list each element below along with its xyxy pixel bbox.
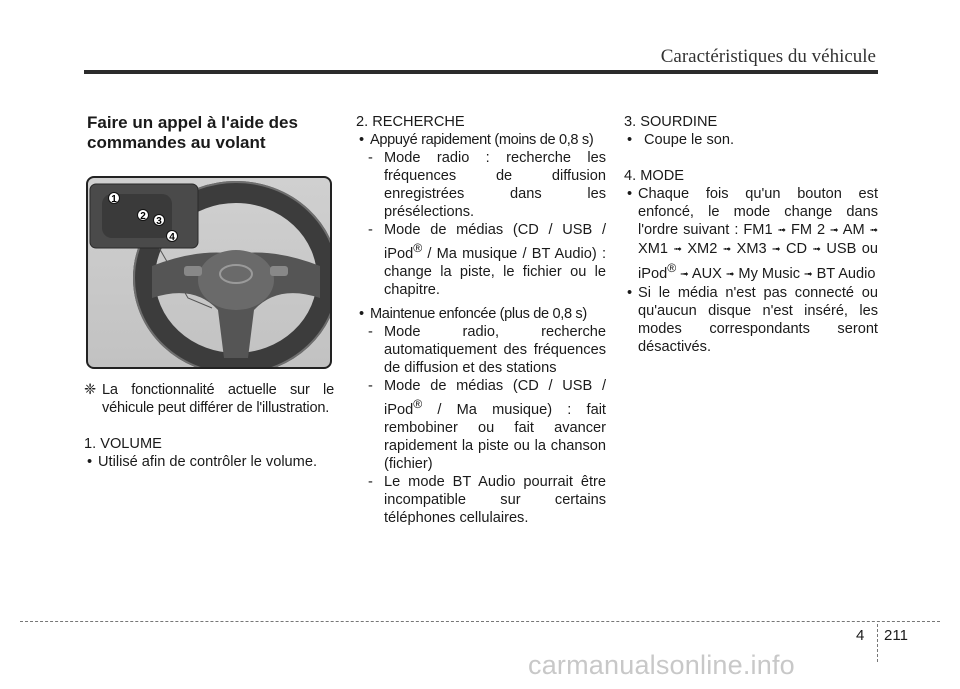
- seek-heading: 2. RECHERCHE: [356, 114, 465, 130]
- steering-wheel-drawing: [88, 178, 330, 367]
- dash: -: [368, 323, 373, 340]
- short-press-media-text-b: / Ma musique / BT Audio) : change la piste, le fichier ou le chapitre.: [384, 245, 606, 298]
- bt-audio-note: [356, 473, 606, 527]
- chapter-number: 4: [856, 627, 865, 644]
- mode-heading: 4. MODE: [624, 168, 685, 184]
- mode-am: AM: [842, 222, 865, 238]
- mode-aux: AUX: [691, 265, 722, 282]
- page-number: 211: [884, 627, 908, 644]
- mode-bullet: [624, 185, 878, 284]
- illustration-note: [84, 381, 334, 417]
- bt-audio-note-text: Le mode BT Audio pourrait être incompatible sur certains téléphones cellulaires.: [384, 473, 606, 526]
- registered-mark: ®: [667, 261, 677, 275]
- footer-rule: [20, 621, 940, 622]
- long-press-media: [356, 377, 606, 473]
- mode-fm2: FM 2: [790, 222, 826, 238]
- arrow-icon: ➟: [673, 244, 682, 255]
- long-press-bullet: • Maintenue enfoncée (plus de 0,8 s): [356, 305, 606, 323]
- mute-text: Coupe le son.: [644, 132, 735, 148]
- svg-text:4: 4: [169, 232, 175, 243]
- dash: -: [368, 473, 373, 490]
- arrow-icon: ➟: [804, 268, 813, 280]
- arrow-icon: ➟: [772, 244, 781, 255]
- long-press-media-text-a: Mode de médias (CD / USB / iPod: [384, 377, 606, 418]
- mode-xm1: XM1: [638, 241, 669, 257]
- mode-my-music: My Music: [738, 265, 801, 282]
- long-press-media-text-b: / Ma musique) : fait rembobiner ou fait avancer rapidement la piste ou la chanson (fichier): [384, 401, 606, 472]
- mode-fm1: FM1: [743, 222, 773, 238]
- steering-wheel-illustration: [86, 176, 332, 369]
- dash: -: [368, 377, 373, 394]
- section-title: [87, 113, 334, 153]
- section-title-line1: Faire un appel à l'aide des: [87, 113, 298, 132]
- note-symbol-icon: ❈: [84, 382, 97, 398]
- short-press-media: [356, 221, 606, 299]
- long-press-radio: [356, 323, 606, 377]
- arrow-icon: ➟: [722, 244, 732, 255]
- mode-bt-audio: BT Audio: [816, 265, 876, 282]
- short-press-media-text-a: Mode de médias (CD / USB / iPod: [384, 222, 606, 262]
- arrow-icon: ➟: [812, 244, 821, 255]
- section-title-line2: commandes au volant: [87, 133, 266, 152]
- left-column: [84, 113, 334, 471]
- arrow-icon: ➟: [869, 225, 878, 236]
- mute-bullet: [624, 131, 878, 149]
- long-press-radio-text: Mode radio, recherche automatiquement des fréquences de diffusion et des stations: [384, 323, 606, 376]
- dash: -: [368, 150, 373, 166]
- short-press-bullet: • Appuyé rapidement (moins de 0,8 s): [356, 131, 606, 149]
- mode-xm3: XM3: [736, 241, 767, 257]
- mode-ipod: ou iPod: [638, 241, 879, 282]
- watermark: carmanualsonline.info: [528, 650, 795, 680]
- arrow-icon: ➟: [777, 225, 786, 236]
- page-number-divider: [877, 624, 878, 662]
- running-header: Caractéristiques du véhicule: [660, 46, 876, 67]
- note-text: La fonctionnalité actuelle sur le véhicule peut différer de l'illustration.: [102, 382, 334, 416]
- short-press-radio-text: Mode radio : recherche les fréquences de diffusion enregistrées dans les présélections.: [384, 150, 606, 220]
- media-bullet: • Si le média n'est pas connecté ou qu'aucun disque n'est inséré, les modes correspondants seront désactivés.: [624, 284, 878, 356]
- mode-text: Chaque fois qu'un bouton est enfoncé, le mode change dans l'ordre suivant :: [638, 186, 878, 238]
- svg-text:2: 2: [140, 211, 146, 222]
- mode-usb: USB: [826, 241, 857, 257]
- right-column: [624, 113, 878, 356]
- mute-heading: 3. SOURDINE: [624, 114, 718, 130]
- svg-text:1: 1: [111, 194, 117, 205]
- registered-mark: ®: [413, 396, 423, 411]
- arrow-icon: ➟: [830, 225, 839, 236]
- arrow-icon: ➟: [725, 268, 735, 280]
- header-rule: [84, 70, 878, 74]
- short-press-radio: [356, 149, 606, 221]
- mode-xm2: XM2: [687, 241, 718, 257]
- middle-column: [356, 113, 606, 527]
- volume-bullet: • Utilisé afin de contrôler le volume.: [84, 453, 334, 471]
- volume-heading: 1. VOLUME: [84, 436, 162, 452]
- dash: -: [368, 222, 373, 238]
- registered-mark: ®: [413, 241, 423, 255]
- mode-cd: CD: [785, 241, 808, 257]
- svg-text:3: 3: [156, 216, 162, 227]
- arrow-icon: ➟: [680, 268, 689, 280]
